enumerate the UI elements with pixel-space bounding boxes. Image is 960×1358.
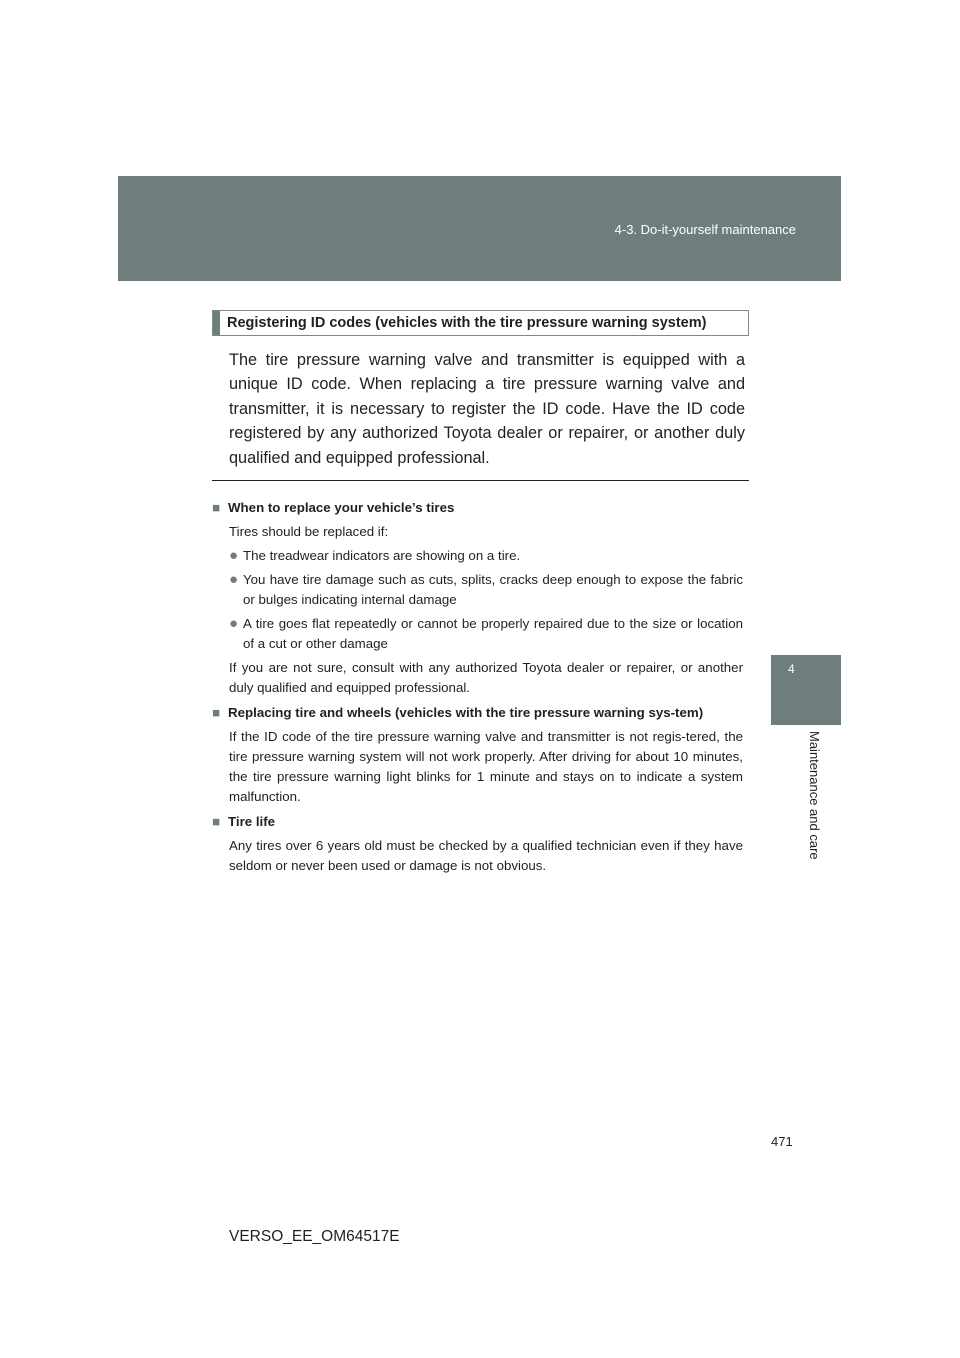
section-heading-box (212, 310, 749, 336)
header-band (118, 176, 841, 281)
footer-code: VERSO_EE_OM64517E (229, 1228, 400, 1245)
note-heading-text: Tire life (228, 814, 276, 829)
section-title: 4-3. Do-it-yourself maintenance (614, 222, 796, 237)
note-heading-replace (212, 498, 743, 518)
square-bullet-icon: ■ (212, 814, 221, 829)
list-item-text: A tire goes flat repeatedly or cannot be properly repaired due to the size or location of a cut or other damage (243, 616, 743, 651)
list-item (229, 570, 743, 610)
heading-accent-bar (213, 311, 220, 335)
list-item-text: The treadwear indicators are showing on a tire. (243, 548, 521, 563)
section-heading: Registering ID codes (vehicles with the tire pressure warning system) (227, 315, 707, 331)
chapter-tab[interactable] (771, 655, 841, 725)
list-item (229, 614, 743, 654)
chapter-label: Maintenance and care (807, 731, 822, 860)
note-body-wheels: If the ID code of the tire pressure warning valve and transmitter is not regis-tered, the tire pressure warning system will not work properly. After driving for about 10 minutes, the tire pressure warning light blinks for 1 minute and stays on to indicate a system malfunction. (229, 729, 743, 804)
list-item-text: You have tire damage such as cuts, splits, cracks deep enough to expose the fabric or bulges indicating internal damage (243, 572, 743, 607)
note-heading-text: Replacing tire and wheels (vehicles with the tire pressure warning sys-tem) (228, 705, 704, 720)
note-closing: If you are not sure, consult with any authorized Toyota dealer or repairer, or another duly qualified and equipped professional. (229, 660, 743, 695)
list-item (229, 546, 743, 566)
circle-bullet-icon: ● (229, 571, 239, 588)
page-number: 471 (771, 1134, 793, 1149)
circle-bullet-icon: ● (229, 547, 239, 564)
note-heading-text: When to replace your vehicle’s tires (228, 500, 455, 515)
chapter-label-tab (771, 725, 841, 885)
note-lead: Tires should be replaced if: (229, 524, 389, 539)
circle-bullet-icon: ● (229, 615, 239, 632)
divider (212, 480, 749, 481)
note-heading-life (212, 812, 743, 832)
square-bullet-icon: ■ (212, 500, 221, 515)
notes (212, 498, 743, 876)
intro-paragraph: The tire pressure warning valve and transmitter is equipped with a unique ID code. When replacing a tire pressure warning valve and transmitter, it is necessary to register the ID code. Have the ID code registered by any authorized Toyota dealer or repairer, or another duly qualified and equipped professional. (229, 351, 745, 467)
note-heading-wheels (212, 703, 743, 723)
note-body-life: Any tires over 6 years old must be checked by a qualified technician even if they have seldom or never been used or damage is not obvious. (229, 838, 743, 873)
square-bullet-icon: ■ (212, 705, 221, 720)
chapter-number: 4 (788, 662, 795, 676)
